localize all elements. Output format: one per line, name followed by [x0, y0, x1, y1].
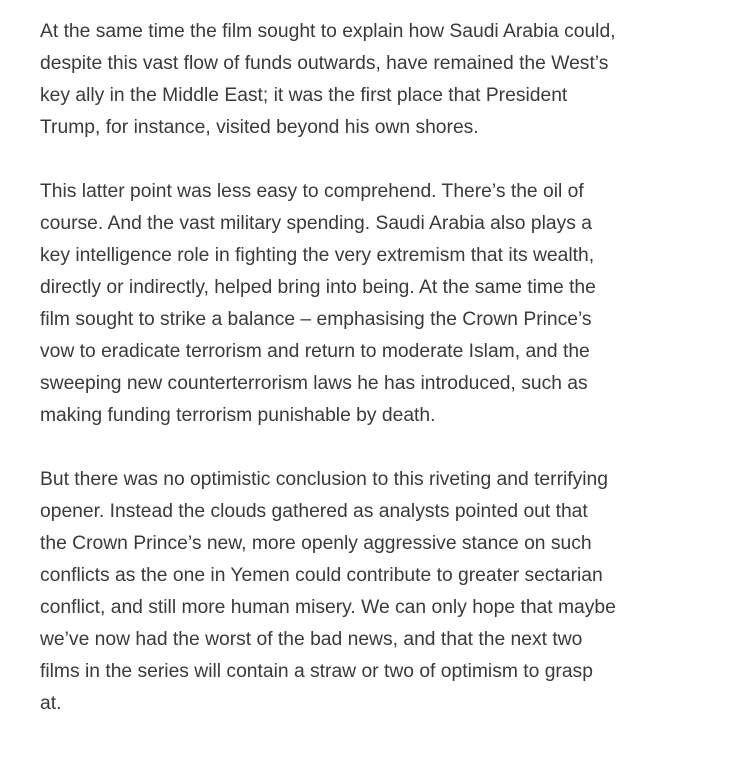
- paragraph-3: [40, 464, 680, 720]
- paragraph-1: [40, 16, 680, 144]
- text-line: course. And the vast military spending. Saudi Arabia also plays a: [40, 213, 592, 234]
- text-line: key intelligence role in fighting the very extremism that its wealth,: [40, 245, 595, 266]
- text-line: opener. Instead the clouds gathered as analysts pointed out that: [40, 501, 588, 522]
- paragraph-2: [40, 176, 680, 432]
- text-line: sweeping new counterterrorism laws he has introduced, such as: [40, 373, 588, 394]
- text-line: This latter point was less easy to comprehend. There’s the oil of: [40, 181, 584, 202]
- text-line: conflict, and still more human misery. We can only hope that maybe: [40, 597, 616, 618]
- article-body: [40, 16, 680, 752]
- text-line: conflicts as the one in Yemen could contribute to greater sectarian: [40, 565, 603, 586]
- text-line: key ally in the Middle East; it was the first place that President: [40, 85, 568, 106]
- text-line: we’ve now had the worst of the bad news, and that the next two: [40, 629, 583, 650]
- text-line: films in the series will contain a straw or two of optimism to grasp: [40, 661, 593, 682]
- text-line: At the same time the film sought to explain how Saudi Arabia could,: [40, 21, 616, 42]
- text-line: making funding terrorism punishable by death.: [40, 405, 436, 426]
- text-line: the Crown Prince’s new, more openly aggressive stance on such: [40, 533, 592, 554]
- text-line: film sought to strike a balance – emphasising the Crown Prince’s: [40, 309, 592, 330]
- text-line: But there was no optimistic conclusion to this riveting and terrifying: [40, 469, 608, 490]
- text-line: directly or indirectly, helped bring into being. At the same time the: [40, 277, 596, 298]
- text-line: despite this vast flow of funds outwards, have remained the West’s: [40, 53, 609, 74]
- text-line: vow to eradicate terrorism and return to moderate Islam, and the: [40, 341, 590, 362]
- text-line: at.: [40, 693, 62, 714]
- text-line: Trump, for instance, visited beyond his own shores.: [40, 117, 479, 138]
